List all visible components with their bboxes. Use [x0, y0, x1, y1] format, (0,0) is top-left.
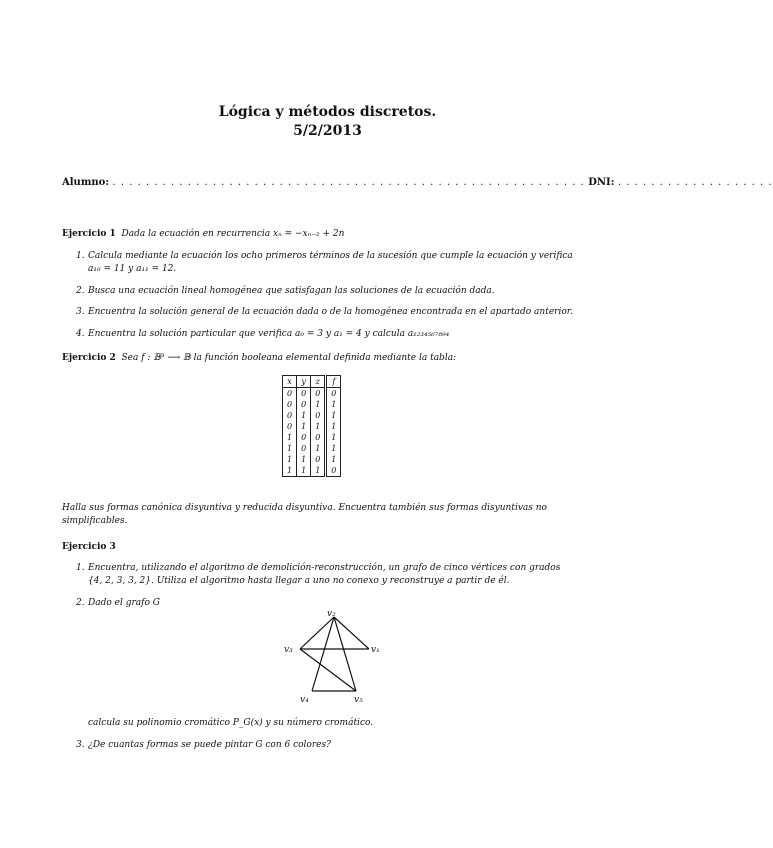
header-y: y: [297, 376, 311, 388]
ex1-item-2-num: 2.: [76, 286, 85, 296]
table-cell: 0: [297, 443, 311, 454]
header-z: z: [311, 376, 326, 388]
table-cell: 0: [311, 388, 326, 400]
table-cell: 1: [326, 432, 341, 443]
table-cell: 0: [297, 388, 311, 400]
alumno-blank: . . . . . . . . . . . . . . . . . . . . . . . . . . . . . . . . . . . . . . . . . . . . . . . . . . . . . . . . .: [112, 177, 585, 188]
edge-v3-v5: [300, 649, 356, 691]
table-cell: 1: [326, 454, 341, 465]
ex1-item-1-line1: Calcula mediante la ecuación los ocho primeros términos de la sucesión que cumple la ecuación y verifica: [88, 251, 573, 261]
ex1-item-1-num: 1.: [76, 251, 85, 261]
table-cell: 0: [326, 388, 341, 400]
truth-table-header-row: [283, 376, 341, 388]
exercise-2-heading: [62, 353, 456, 363]
table-cell: 1: [297, 421, 311, 432]
page-title: Lógica y métodos discretos.: [218, 104, 437, 120]
ex1-item-4-num: 4.: [76, 329, 85, 339]
table-row: [283, 443, 341, 454]
ex3-item-3-num: 3.: [76, 740, 85, 750]
table-row: [283, 399, 341, 410]
table-cell: 0: [283, 421, 297, 432]
vertex-label-v3: v₃: [284, 645, 293, 655]
table-row: [283, 410, 341, 421]
student-info-line: [62, 177, 773, 188]
header-f: f: [326, 376, 341, 388]
ex3-item-2-after: calcula su polinomio cromático P_G(x) y su número cromático.: [88, 718, 374, 728]
table-cell: 0: [297, 432, 311, 443]
table-cell: 1: [326, 421, 341, 432]
vertex-label-v5: v₅: [354, 695, 363, 705]
table-cell: 1: [311, 443, 326, 454]
exercise-2-statement: Sea f : 𝔹³ ⟶ 𝔹 la función booleana elemental definida mediante la tabla:: [121, 353, 457, 363]
vertex-label-v2: v₂: [327, 609, 336, 619]
ex1-item-2-line1: Busca una ecuación lineal homogénea que satisfagan las soluciones de la ecuación dada.: [88, 286, 495, 296]
table-row: [283, 388, 341, 400]
table-row: [283, 465, 341, 477]
table-cell: 1: [283, 443, 297, 454]
exercise-1-statement: Dada la ecuación en recurrencia xₙ = −xₙ₋₂ + 2n: [121, 229, 345, 239]
truth-table: [282, 375, 341, 477]
table-cell: 0: [311, 410, 326, 421]
table-cell: 1: [326, 399, 341, 410]
table-cell: 0: [283, 410, 297, 421]
ex3-item-2-num: 2.: [76, 598, 85, 608]
table-cell: 1: [297, 410, 311, 421]
table-cell: 0: [326, 465, 341, 477]
table-row: [283, 454, 341, 465]
ex2-instructions-line1: Halla sus formas canónica disyuntiva y reducida disyuntiva. Encuentra también sus formas disyuntivas no: [62, 503, 547, 513]
table-cell: 0: [297, 399, 311, 410]
exercise-2-label: Ejercicio 2: [62, 353, 116, 363]
table-cell: 1: [283, 465, 297, 477]
table-cell: 0: [283, 399, 297, 410]
table-cell: 1: [311, 465, 326, 477]
exam-date: 5/2/2013: [293, 123, 362, 139]
table-cell: 1: [311, 399, 326, 410]
table-cell: 1: [283, 432, 297, 443]
exercise-1-label: Ejercicio 1: [62, 229, 116, 239]
edge-v2-v5: [334, 617, 356, 691]
ex1-item-1-line2: a₁₀ = 11 y a₁₁ = 12.: [88, 264, 177, 274]
ex3-item-2-line1: Dado el grafo G: [88, 598, 160, 608]
ex1-item-4-line1: Encuentra la solución particular que verifica a₀ = 3 y a₁ = 4 y calcula a₁₂₃₄₅₆₇₈₉₄: [88, 329, 450, 339]
table-cell: 1: [326, 410, 341, 421]
table-cell: 1: [297, 454, 311, 465]
vertex-label-v1: v₁: [371, 645, 380, 655]
exercise-3-label: Ejercicio 3: [62, 542, 116, 552]
exercise-1-heading: [62, 229, 344, 239]
alumno-label: Alumno:: [62, 177, 110, 188]
graph-diagram: [270, 605, 390, 707]
ex3-item-1-num: 1.: [76, 563, 85, 573]
table-cell: 1: [297, 465, 311, 477]
table-row: [283, 432, 341, 443]
ex3-item-1-line1: Encuentra, utilizando el algoritmo de demolición-reconstrucción, un grafo de cinco vértices con grados: [88, 563, 561, 573]
vertex-label-v4: v₄: [300, 695, 309, 705]
table-cell: 1: [311, 421, 326, 432]
table-cell: 1: [326, 443, 341, 454]
ex3-item-3-line1: ¿De cuantas formas se puede pintar G con 6 colores?: [88, 740, 331, 750]
header-x: x: [283, 376, 297, 388]
ex1-item-3-line1: Encuentra la solución general de la ecuación dada o de la homogénea encontrada en el apartado anterior.: [88, 307, 573, 317]
table-cell: 0: [283, 388, 297, 400]
table-cell: 0: [311, 432, 326, 443]
ex2-instructions-line2: simplificables.: [62, 516, 128, 526]
ex1-item-3-num: 3.: [76, 307, 85, 317]
dni-label: DNI:: [588, 177, 615, 188]
table-cell: 0: [311, 454, 326, 465]
table-cell: 1: [283, 454, 297, 465]
table-row: [283, 421, 341, 432]
ex3-item-1-line2: {4, 2, 3, 3, 2}. Utiliza el algoritmo hasta llegar a uno no conexo y reconstruye a partir de él.: [88, 576, 510, 586]
dni-blank: . . . . . . . . . . . . . . . . . . .: [617, 177, 773, 188]
